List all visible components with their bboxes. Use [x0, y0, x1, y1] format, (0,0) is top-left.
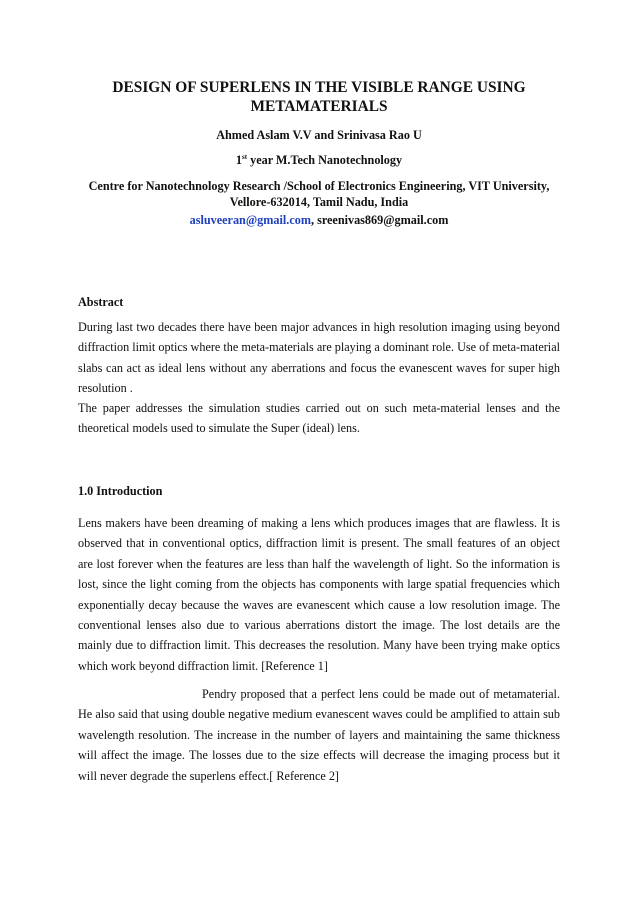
author-emails [40, 212, 598, 228]
year-number: 1 [235, 153, 242, 167]
abstract-paragraph-1: During last two decades there have been major advances in high resolution imaging using beyond diffraction limit optics where the meta-materials are playing a dominant role. Use of meta-material slabs can act as ideal lens without any aberrations and focus the evanescent waves for super high resolution . [78, 320, 560, 396]
introduction-paragraph-2: Pendry proposed that a perfect lens could be made out of metamaterial. He also said that using double negative medium evanescent waves could be amplified to attain sub wavelength resolution. The increase in the number of layers and maintaining the same thickness will affect the image. The losses due to the size effects will decrease the imaging process but it will never degrade the superlens effect.[ Reference 2] [78, 687, 560, 783]
abstract-paragraph-2: The paper addresses the simulation studies carried out on such meta-material lenses and the theoretical models used to simulate the Super (ideal) lens. [78, 401, 560, 436]
abstract-heading: Abstract [78, 295, 124, 309]
email-link-1[interactable]: asluveeran@gmail.com [189, 213, 311, 227]
introduction-paragraph-1: Lens makers have been dreaming of making a lens which produces images that are flawless. It is observed that in conventional optics, diffraction limit is present. The small features of an object are lost forever when the features are less than half the wavelength of light. So the information is lost, since the light coming from the objects has components with large spatial frequencies which exponentially decay because the waves are evanescent which cause a low resolution image. The conventional lenses also due to various aberrations distort the image. The lost details are the mainly due to diffraction limit. This decreases the resolution. Many have been trying make optics which work beyond diffraction limit. [Reference 1] [78, 516, 560, 673]
paper-title: DESIGN OF SUPERLENS IN THE VISIBLE RANGE USING METAMATERIALS [112, 79, 526, 115]
email-separator: , [310, 213, 318, 227]
author-affiliation: Centre for Nanotechnology Research /School of Electronics Engineering, VIT University, Vellore-632014, Tamil Nadu, India [88, 179, 550, 209]
introduction-heading: 1.0 Introduction [78, 484, 163, 498]
author-program [40, 152, 598, 168]
paper-authors: Ahmed Aslam V.V and Srinivasa Rao U [216, 128, 422, 142]
email-2: sreenivas869@gmail.com [317, 213, 449, 227]
year-rest: year M.Tech Nanotechnology [247, 153, 403, 167]
year-suffix: st [241, 153, 248, 161]
